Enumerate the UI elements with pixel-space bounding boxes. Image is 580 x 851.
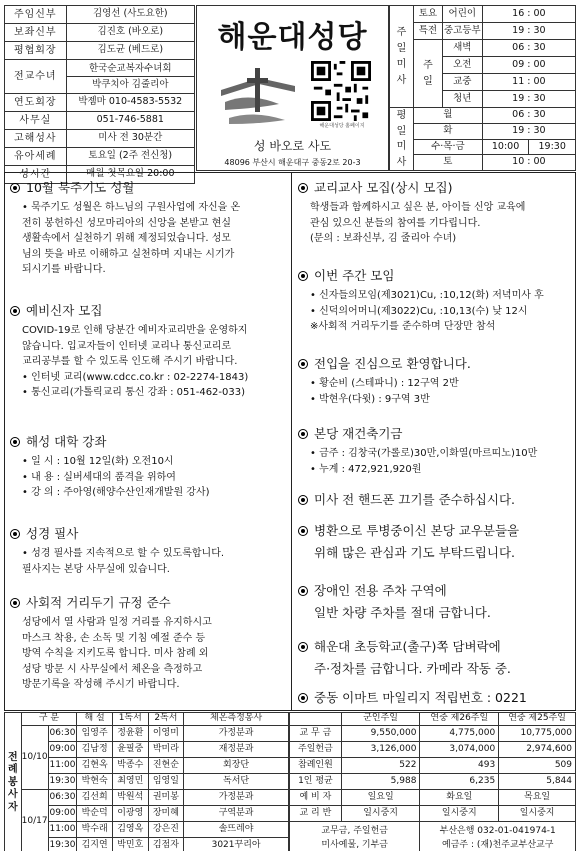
info-value: 매월 첫목요일 20:00 xyxy=(66,166,194,184)
duty-cell: 김지연 xyxy=(77,838,113,851)
notice-line xyxy=(298,581,572,600)
finance-cell: 522 xyxy=(341,758,420,774)
bullet-icon xyxy=(298,359,308,369)
weekday-time: 10 : 00 xyxy=(482,155,575,171)
section-title xyxy=(10,301,288,320)
weekday-time: 10:00 xyxy=(482,139,529,155)
section-line: • 신덕의어머니(제3022)Cu, :10,13(수) 낮 12시 xyxy=(310,305,528,317)
finance-row xyxy=(290,774,576,790)
duty-cell: 09:00 xyxy=(48,742,77,758)
church-address: 48096 부산시 해운대구 중동2로 20-3 xyxy=(224,158,361,167)
section-line: 관심 있으신 분들의 참여를 기다립니다. xyxy=(310,217,481,229)
lesson-row xyxy=(290,806,576,822)
bullet-icon xyxy=(10,529,20,539)
lesson-cell: 목요일 xyxy=(499,790,576,806)
duty-cell: 정윤환 xyxy=(112,726,148,742)
finance-header-row xyxy=(290,713,576,726)
section-title xyxy=(298,266,572,285)
section-line: 않습니다. 입교자들이 인터넷 교리나 통신교리로 xyxy=(22,340,232,352)
notice-text: 중동 이마트 마일리지 적립번호 : 0221 xyxy=(314,690,527,705)
weekday-day: 수·목·금 xyxy=(413,139,482,155)
duty-cell: 강은진 xyxy=(148,822,184,838)
notice-section xyxy=(10,593,288,693)
notice-text: 미사 전 핸드폰 끄기를 준수하십시다. xyxy=(314,492,515,507)
mass-time: 19 : 30 xyxy=(482,91,575,108)
duty-cell: 이광영 xyxy=(112,806,148,822)
section-title-text: 본당 재건축기금 xyxy=(314,426,403,441)
section-line: • 금주 : 김창국(가롤로)30만,이화열(마르띠노)10만 xyxy=(310,448,538,460)
duty-date: 10/10 xyxy=(21,726,48,790)
bullet-icon xyxy=(10,306,20,316)
duty-cell: 김남정 xyxy=(77,742,113,758)
section-title xyxy=(10,593,288,612)
mass-kind: 오전 xyxy=(442,57,482,74)
section-line: 전히 봉헌하신 성모마리아의 신앙을 본받고 현실 xyxy=(22,217,232,229)
lesson-cell: 일시중지 xyxy=(499,806,576,822)
info-label: 전교수녀 xyxy=(5,60,67,94)
mass-row xyxy=(390,40,576,57)
duty-date: 10/17 xyxy=(21,790,48,851)
section-title xyxy=(298,178,572,197)
duty-cell: 김선희 xyxy=(77,790,113,806)
bank-left xyxy=(290,822,420,851)
weekday-row xyxy=(390,139,576,155)
info-label: 보좌신부 xyxy=(5,24,67,42)
info-label: 유아세례 xyxy=(5,148,67,166)
section-title-text: 이번 주간 모임 xyxy=(314,268,395,283)
weekday-time: 19 : 30 xyxy=(482,123,575,139)
finance-table xyxy=(289,712,576,851)
finance-cell: 3,074,000 xyxy=(420,742,499,758)
info-row xyxy=(5,112,195,130)
info-label: 고해성사 xyxy=(5,130,67,148)
mass-row xyxy=(390,6,576,23)
bank-holder: 예금주 : (재)천주교부산교구 xyxy=(442,839,554,850)
section-line: • 강 의 : 주아영(해양수산인재개발원 강사) xyxy=(22,487,210,499)
section-line: 생활속에서 실천하기 위해 제정되었습니다. 성모 xyxy=(22,233,232,245)
notice-line xyxy=(298,637,572,656)
duty-cell: 박현숙 xyxy=(77,774,113,790)
info-value xyxy=(66,60,194,94)
finance-header: 연중 제25주일 xyxy=(499,713,576,726)
finance-cell: 9,550,000 xyxy=(341,726,420,742)
finance-row xyxy=(290,758,576,774)
bullet-icon xyxy=(298,271,308,281)
weekday-row xyxy=(390,123,576,139)
bank-purpose: 미사예물, 기부금 xyxy=(321,839,389,850)
section-line: • 통신교리(가톨릭교리 통신 강좌 : 051-462-033) xyxy=(22,387,246,399)
info-value: 김도균 (베드로) xyxy=(66,42,194,60)
info-row xyxy=(5,24,195,42)
duty-cell: 11:00 xyxy=(48,822,77,838)
info-value: 미사 전 30분간 xyxy=(66,130,194,148)
bank-account: 부산은행 032-01-041974-1 xyxy=(439,826,556,836)
finance-header: 군인주일 xyxy=(341,713,420,726)
duty-cell: 김현옥 xyxy=(77,758,113,774)
duty-side-label: 전례봉사자 xyxy=(5,713,22,851)
duty-cell: 장미혜 xyxy=(148,806,184,822)
mass-time: 19 : 30 xyxy=(482,23,575,40)
bullet-icon xyxy=(298,526,308,536)
section-title-text: 해성 대학 강좌 xyxy=(26,434,107,449)
duty-cell: 재정분과 xyxy=(184,742,289,758)
duty-cell: 06:30 xyxy=(48,790,77,806)
bullet-icon xyxy=(298,429,308,439)
duty-cell: 박원석 xyxy=(112,790,148,806)
mass-kind: 교중 xyxy=(442,74,482,91)
bullet-icon xyxy=(298,642,308,652)
bank-purpose: 교무금, 주일헌금 xyxy=(321,826,389,836)
duty-cell: 구역분과 xyxy=(184,806,289,822)
info-value-line: 한국순교복자수녀회 xyxy=(67,60,194,77)
info-value: 박젬마 010-4583-5532 xyxy=(66,94,194,112)
duty-row xyxy=(5,726,289,742)
mass-kind: 청년 xyxy=(442,91,482,108)
section-line: • 박현우(다윗) : 9구역 3반 xyxy=(310,393,430,405)
duty-cell: 회장단 xyxy=(184,758,289,774)
mass-day: 토요 xyxy=(413,6,442,23)
notice-line xyxy=(298,688,572,707)
duty-header: 1독서 xyxy=(112,713,148,726)
section-title-text: 예비신자 모집 xyxy=(26,303,103,318)
info-label: 사무실 xyxy=(5,112,67,130)
info-row xyxy=(5,6,195,24)
bank-row xyxy=(290,822,576,851)
duty-cell: 독서단 xyxy=(184,774,289,790)
notice-text: 해운대 초등학교(출구)쪽 담벼락에 xyxy=(314,639,501,654)
section-line: • 묵주기도 성월은 하느님의 구원사업에 자신을 온 xyxy=(22,202,241,214)
section-line: 필사지는 본당 사무실에 있습니다. xyxy=(22,563,170,575)
finance-cell: 493 xyxy=(420,758,499,774)
duty-header: 체온측정봉사 xyxy=(184,713,289,726)
duty-cell: 진현순 xyxy=(148,758,184,774)
lesson-cell: 일요일 xyxy=(341,790,420,806)
section-line: 성당 방문 시 사무실에서 체온을 측정하고 xyxy=(22,663,203,675)
section-title-text: 전입을 진심으로 환영합니다. xyxy=(314,356,471,371)
finance-cell: 2,974,600 xyxy=(499,742,576,758)
section-title-text: 성경 필사 xyxy=(26,526,79,541)
column-divider xyxy=(291,172,292,711)
mass-time: 06 : 30 xyxy=(482,40,575,57)
lesson-cell: 일시중지 xyxy=(420,806,499,822)
weekday-time: 19:30 xyxy=(529,139,576,155)
notice-section xyxy=(298,424,572,477)
notice-text: 주·정차를 금합니다. 카메라 작동 중. xyxy=(314,661,511,676)
info-row xyxy=(5,130,195,148)
lesson-header-row xyxy=(290,790,576,806)
weekday-time: 06 : 30 xyxy=(482,108,575,124)
section-line: 학생들과 함께하시고 싶은 분, 아이들 신앙 교육에 xyxy=(310,202,526,214)
section-line: • 신자들의모임(제3021)Cu, :10,12(화) 저녁미사 후 xyxy=(310,290,544,302)
info-label: 평협회장 xyxy=(5,42,67,60)
duty-cell: 권미봉 xyxy=(148,790,184,806)
duty-cell: 가정분과 xyxy=(184,726,289,742)
notice-text: 일반 차량 주차를 절대 금합니다. xyxy=(314,605,491,620)
info-label: 주임신부 xyxy=(5,6,67,24)
duty-cell: 박미라 xyxy=(148,742,184,758)
info-row xyxy=(5,94,195,112)
notice-line xyxy=(298,543,572,562)
duty-cell: 이영미 xyxy=(148,726,184,742)
section-line: • 성경 필사를 지속적으로 할 수 있도록합니다. xyxy=(22,548,225,560)
finance-cell: 교 무 금 xyxy=(290,726,342,742)
info-value: 토요일 (2주 전신청) xyxy=(66,148,194,166)
mass-time: 11 : 00 xyxy=(482,74,575,91)
duty-cell: 임영일 xyxy=(148,774,184,790)
duty-cell: 김점자 xyxy=(148,838,184,851)
section-line: ※사회적 거리두기를 준수하며 단장만 참석 xyxy=(310,321,496,333)
bullet-icon xyxy=(298,693,308,703)
duty-cell: 박순덕 xyxy=(77,806,113,822)
info-value-line: 박쿠치아 김줄리아 xyxy=(92,79,169,90)
duty-header-row xyxy=(5,713,289,726)
bullet-icon xyxy=(10,183,20,193)
section-line: • 황순비 (스테파니) : 12구역 2반 xyxy=(310,378,459,390)
weekday-row xyxy=(390,108,576,124)
notice-text: 장애인 전용 주차 구역에 xyxy=(314,583,447,598)
notice-text: 병환으로 투병중이신 본당 교우분들을 xyxy=(314,523,520,538)
weekday-day: 토 xyxy=(413,155,482,171)
church-logo-icon xyxy=(219,62,297,126)
info-row xyxy=(5,148,195,166)
weekday-row xyxy=(390,155,576,171)
section-line: COVID-19로 인해 당분간 예비자교리반을 운영하지 xyxy=(22,325,248,337)
section-line: • 인터넷 교리(www.cdcc.co.kr : 02-2274-1843) xyxy=(22,371,249,383)
duty-cell: 박민호 xyxy=(112,838,148,851)
section-line: 마스크 착용, 손 소독 및 기침 예절 준수 등 xyxy=(22,632,206,644)
finance-cell: 4,775,000 xyxy=(420,726,499,742)
section-line: 성당에서 열 사람과 일정 거리를 유지하시고 xyxy=(22,617,212,629)
duty-row xyxy=(5,790,289,806)
bullet-icon xyxy=(10,598,20,608)
mass-day: 특전 xyxy=(413,23,442,40)
finance-header: 연중 제26주일 xyxy=(420,713,499,726)
notice-line xyxy=(298,490,572,509)
info-row xyxy=(5,60,195,94)
duty-cell: 솔뜨레야 xyxy=(184,822,289,838)
mass-day: 주일 xyxy=(413,40,442,108)
section-title xyxy=(10,178,288,197)
mass-schedule-table xyxy=(389,5,576,171)
lesson-cell: 화요일 xyxy=(420,790,499,806)
duty-cell: 09:00 xyxy=(48,806,77,822)
section-line: 교리공부를 할 수 있도록 인도해 주시기 바랍니다. xyxy=(22,356,238,368)
mass-kind: 새벽 xyxy=(442,40,482,57)
notice-section xyxy=(10,524,288,577)
weekday-day: 월 xyxy=(413,108,482,124)
notice-section xyxy=(10,432,288,501)
duty-cell: 19:30 xyxy=(48,774,77,790)
duty-cell: 11:00 xyxy=(48,758,77,774)
info-label: 성시간 xyxy=(5,166,67,184)
info-label: 연도회장 xyxy=(5,94,67,112)
mass-time: 16 : 00 xyxy=(482,6,575,23)
notice-section xyxy=(10,178,288,278)
finance-row xyxy=(290,726,576,742)
section-title xyxy=(10,524,288,543)
section-line: 방문기록을 작성해 주시기 바랍니다. xyxy=(22,679,180,691)
section-title-text: 사회적 거리두기 규정 준수 xyxy=(26,595,171,610)
duty-header: 해 설 xyxy=(77,713,113,726)
section-title xyxy=(298,424,572,443)
lesson-cell: 일시중지 xyxy=(341,806,420,822)
church-name: 해운대성당 xyxy=(217,20,368,55)
lesson-cell: 교 리 반 xyxy=(290,806,342,822)
section-line: • 내 용 : 실버세대의 품격을 위하여 xyxy=(22,471,176,483)
bullet-icon xyxy=(298,586,308,596)
contact-table xyxy=(4,5,195,184)
section-line: 되시기를 바랍니다. xyxy=(22,264,106,276)
notice-section xyxy=(298,178,572,247)
notice-section xyxy=(298,354,572,407)
section-line: 님의 뜻을 바로 이해하고 실천하며 지내는 시기가 xyxy=(22,248,235,260)
duty-cell: 가정분과 xyxy=(184,790,289,806)
section-title xyxy=(298,354,572,373)
finance-cell: 509 xyxy=(499,758,576,774)
notice-text: 위해 많은 관심과 기도 부탁드립니다. xyxy=(314,545,515,560)
mass-kind: 어린이 xyxy=(442,6,482,23)
duty-cell: 3021꾸리아 xyxy=(184,838,289,851)
finance-cell: 10,775,000 xyxy=(499,726,576,742)
section-line: • 일 시 : 10월 12일(화) 오전10시 xyxy=(22,456,174,468)
mass-side-label: 평일미사 xyxy=(390,108,414,171)
duty-cell: 김영옥 xyxy=(112,822,148,838)
duty-cell: 임영주 xyxy=(77,726,113,742)
finance-cell: 5,988 xyxy=(341,774,420,790)
finance-cell: 주일헌금 xyxy=(290,742,342,758)
duty-cell: 최영민 xyxy=(112,774,148,790)
finance-header xyxy=(290,713,342,726)
lesson-cell: 예 비 자 xyxy=(290,790,342,806)
mass-side-label: 주일미사 xyxy=(390,6,414,108)
finance-cell: 5,844 xyxy=(499,774,576,790)
info-value: 051-746-5881 xyxy=(66,112,194,130)
duty-cell: 박수래 xyxy=(77,822,113,838)
section-line: (문의 : 보좌신부, 김 줄리아 수녀) xyxy=(310,233,457,245)
liturgy-duty-table xyxy=(4,712,289,851)
section-line: 방역 수칙을 지키도록 합니다. 미사 참례 외 xyxy=(22,648,209,660)
info-value: 김영선 (사도요한) xyxy=(66,6,194,24)
church-header xyxy=(196,5,389,171)
notice-section xyxy=(10,301,288,401)
mass-time: 09 : 00 xyxy=(482,57,575,74)
patron-saint: 성 바오로 사도 xyxy=(253,139,332,153)
section-title xyxy=(10,432,288,451)
info-row xyxy=(5,42,195,60)
weekday-day: 화 xyxy=(413,123,482,139)
section-title-text: 교리교사 모집(상시 모집) xyxy=(314,180,453,195)
qr-code-icon xyxy=(311,61,371,121)
qr-caption: 해운대성당 홈페이지 xyxy=(319,123,365,129)
duty-cell: 06:30 xyxy=(48,726,77,742)
info-value: 김진호 (바오로) xyxy=(66,24,194,42)
bullet-icon xyxy=(298,495,308,505)
notice-line xyxy=(298,659,572,678)
duty-header: 구 분 xyxy=(21,713,77,726)
duty-header: 2독서 xyxy=(148,713,184,726)
finance-row xyxy=(290,742,576,758)
bullet-icon xyxy=(298,183,308,193)
finance-cell: 참례인원 xyxy=(290,758,342,774)
notice-section xyxy=(298,266,572,335)
mass-row xyxy=(390,23,576,40)
bullet-icon xyxy=(10,437,20,447)
notice-line xyxy=(298,603,572,622)
bank-right xyxy=(420,822,576,851)
finance-cell: 1인 평균 xyxy=(290,774,342,790)
finance-cell: 6,235 xyxy=(420,774,499,790)
section-title-text: 10월 묵주기도 성월 xyxy=(26,180,135,195)
section-line: • 누계 : 472,921,920원 xyxy=(310,463,422,475)
duty-cell: 윤필중 xyxy=(112,742,148,758)
duty-cell: 19:30 xyxy=(48,838,77,851)
finance-cell: 3,126,000 xyxy=(341,742,420,758)
notice-line xyxy=(298,521,572,540)
duty-cell: 박종수 xyxy=(112,758,148,774)
mass-kind: 중고등부 xyxy=(442,23,482,40)
